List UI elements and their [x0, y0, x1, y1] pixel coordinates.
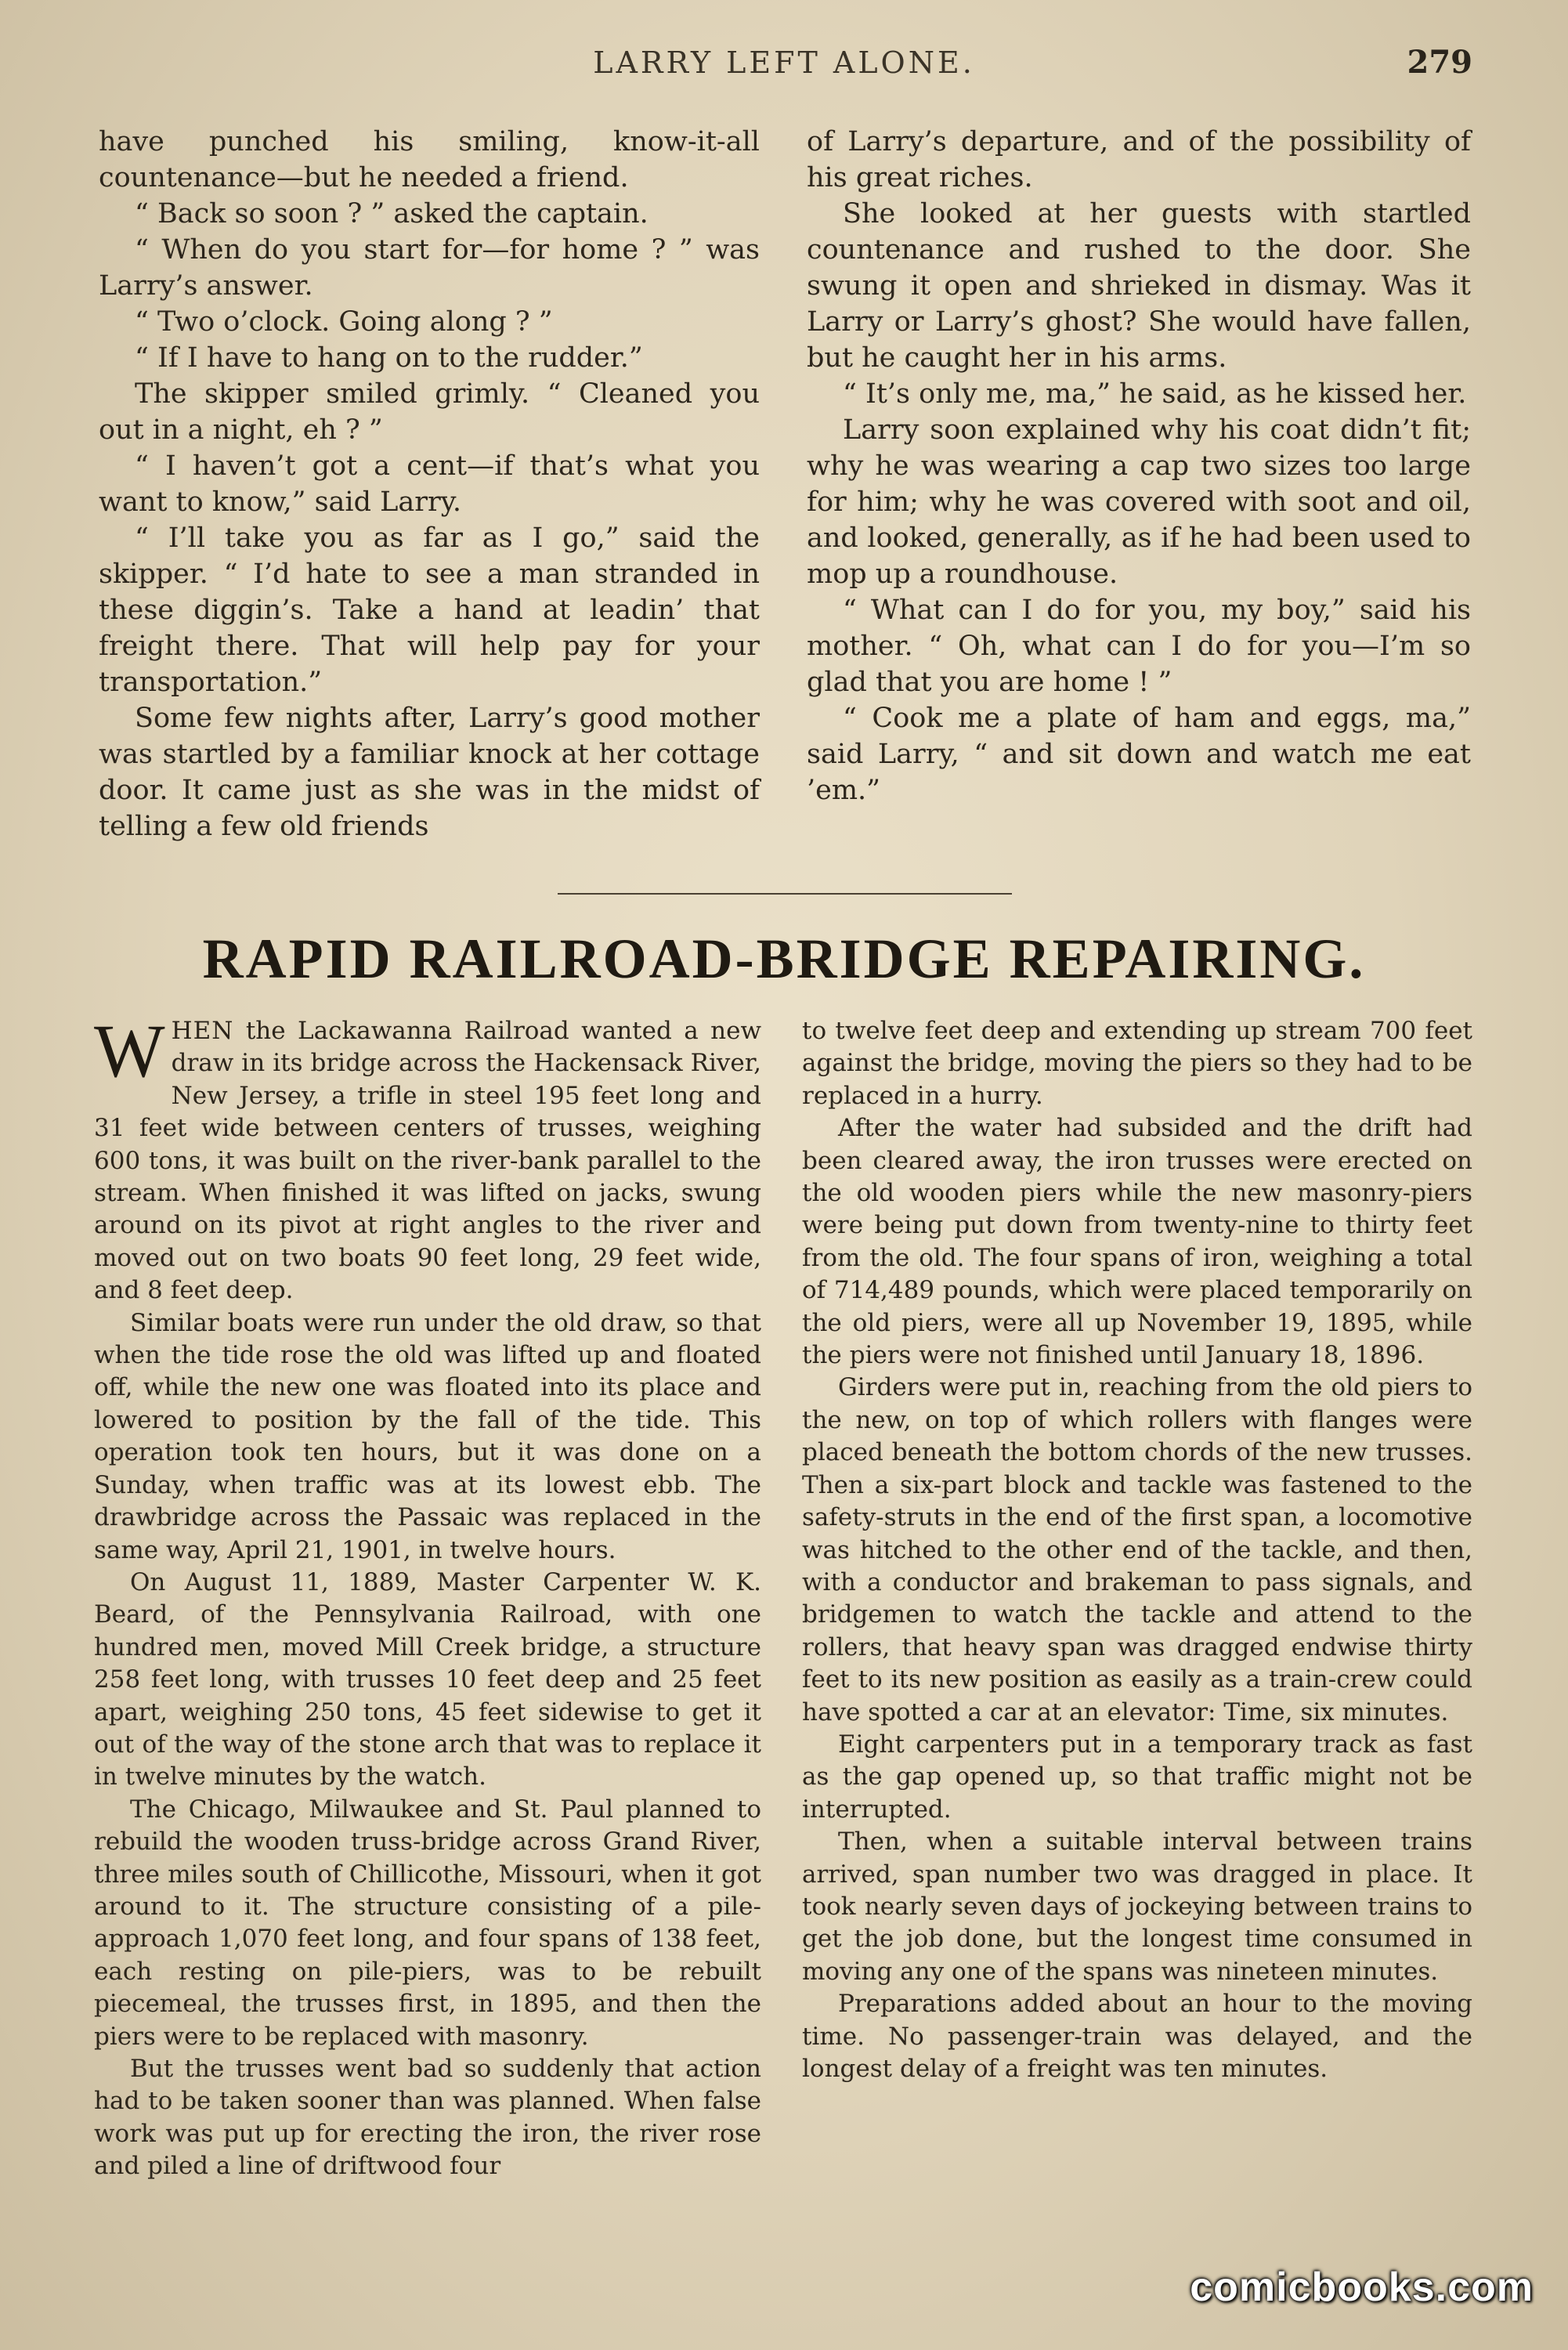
story-paragraph: have punched his smiling, know-it-all countenance—but he needed a friend.	[99, 126, 760, 193]
page-number: 279	[1407, 44, 1472, 81]
story-column-left	[99, 124, 760, 844]
article-paragraph: Girders were put in, reaching from the old piers to the new, on top of which rollers with flanges were placed beneath the bottom chords of the new trusses. Then a six-part block and tackle was fastened to the safety-struts in the end of the first span, a locomotive was hitched to the other end of the tackle, and then, with a conductor and brakeman to pass signals, and bridgemen to watch the tackle and attend to the rollers, that heavy span was dragged endwise thirty feet to its new position as easily as a train-crew could have spotted a car at an elevator: Time, six minutes.	[802, 1373, 1472, 1726]
article-paragraph	[94, 1009, 761, 1307]
article-headline: RAPID RAILROAD-BRIDGE REPAIRING.	[202, 927, 1366, 990]
running-head	[0, 45, 1568, 85]
running-title: LARRY LEFT ALONE.	[593, 45, 975, 80]
story-paragraph: “ Two o’clock. Going along ? ”	[135, 306, 553, 338]
story-paragraph: “ When do you start for—for home ? ” was Larry’s answer.	[99, 234, 760, 302]
article-paragraph: Preparations added about an hour to the moving time. No passenger-train was delayed, and the longest delay of a freight was ten minutes.	[802, 1990, 1472, 2083]
story-paragraph: The skipper smiled grimly. “ Cleaned you out in a night, eh ? ”	[99, 378, 760, 446]
watermark-logo: comicbooks.com	[1190, 2265, 1534, 2310]
story-paragraph: “ Back so soon ? ” asked the captain.	[135, 198, 649, 230]
story-paragraph: “ I’ll take you as far as I go,” said the skipper. “ I’d hate to see a man stranded in these diggin’s. Take a hand at leadin’ that freight there. That will help pay for your transportation.”	[99, 522, 760, 698]
story-paragraph: “ If I have to hang on to the rudder.”	[135, 342, 643, 374]
article-paragraph: Then, when a suitable interval between trains arrived, span number two was dragged in place. It took nearly seven days of jockeying between trains to get the job done, but the longest time consumed in moving any one of the spans was nineteen minutes.	[802, 1828, 1472, 1986]
story-column-right	[807, 124, 1471, 808]
article-paragraph: But the trusses went bad so suddenly that action had to be taken sooner than was planned. When false work was put up for erecting the iron, the river rose and piled a line of driftwood four	[94, 2055, 761, 2181]
story-paragraph: “ What can I do for you, my boy,” said his mother. “ Oh, what can I do for you—I’m so glad that you are home ! ”	[807, 595, 1471, 698]
story-paragraph: She looked at her guests with startled countenance and rushed to the door. She swung it open and shrieked in dismay. Was it Larry or Larry’s ghost? She would have fallen, but he caught her in his arms.	[807, 198, 1471, 374]
story-paragraph: “ It’s only me, ma,” he said, as he kissed her.	[843, 378, 1467, 410]
story-paragraph: “ Cook me a plate of ham and eggs, ma,” said Larry, “ and sit down and watch me eat ’em.”	[807, 703, 1471, 806]
section-divider	[558, 893, 1012, 895]
article-paragraph-text: the Lackawanna Railroad wanted a new draw in its bridge across the Hackensack River, New Jersey, a trifle in steel 195 feet long and 31 feet wide between centers of trusses, weighing 600 tons, it was built on the river-bank parallel to the stream. When finished it was lifted on jacks, swung around on its pivot at right angles to the river and moved out on two boats 90 feet long, 29 feet wide, and 8 feet deep.	[94, 1017, 761, 1305]
article-column-left	[94, 1009, 761, 2183]
article-paragraph: After the water had subsided and the drift had been cleared away, the iron trusses were erected on the old wooden piers while the new masonry-piers were being put down from twenty-nine to thirty feet from the old. The four spans of iron, weighing a total of 714,489 pounds, which were placed temporarily on the old piers, were all up November 19, 1895, while the piers were not finished until January 18, 1896.	[802, 1114, 1472, 1370]
article-paragraph: On August 11, 1889, Master Carpenter W. K. Beard, of the Pennsylvania Railroad, with one hundred men, moved Mill Creek bridge, a structure 258 feet long, with trusses 10 feet deep and 25 feet apart, weighing 250 tons, 45 feet sidewise to get it out of the way of the stone arch that was to replace it in twelve minutes by the watch.	[94, 1567, 761, 1791]
article-paragraph: Eight carpenters put in a temporary track as fast as the gap opened up, so that traffic might not be interrupted.	[802, 1730, 1472, 1824]
story-paragraph: of Larry’s departure, and of the possibility of his great riches.	[807, 126, 1471, 193]
story-paragraph: Some few nights after, Larry’s good mother was startled by a familiar knock at her cottage door. It came just as she was in the midst of telling a few old friends	[99, 703, 760, 842]
article-paragraph: Similar boats were run under the old draw, so that when the tide rose the old was lifted up and floated off, while the new one was floated into its place and lowered to position by the fall of the tide. This operation took ten hours, but it was done on a Sunday, when traffic was at its lowest ebb. The drawbridge across the Passaic was replaced in the same way, April 21, 1901, in twelve hours.	[94, 1308, 761, 1564]
article-paragraph: to twelve feet deep and extending up stream 700 feet against the bridge, moving the piers so they had to be replaced in a hurry.	[802, 1017, 1472, 1110]
first-word-rest: HEN	[171, 1017, 234, 1045]
drop-cap: W	[94, 1009, 165, 1093]
story-paragraph: Larry soon explained why his coat didn’t fit; why he was wearing a cap two sizes too large for him; why he was covered with soot and oil, and looked, generally, as if he had been used to mop up a roundhouse.	[807, 414, 1471, 590]
article-paragraph: The Chicago, Milwaukee and St. Paul planned to rebuild the wooden truss-bridge across Grand River, three miles south of Chillicothe, Missouri, when it got around to it. The structure consisting of a pile-approach 1,070 feet long, and four spans of 138 feet, each resting on pile-piers, was to be rebuilt piecemeal, the trusses first, in 1895, and then the piers were to be replaced with masonry.	[94, 1795, 761, 2051]
article-column-right	[802, 1015, 1472, 2085]
story-paragraph: “ I haven’t got a cent—if that’s what you want to know,” said Larry.	[99, 450, 760, 518]
